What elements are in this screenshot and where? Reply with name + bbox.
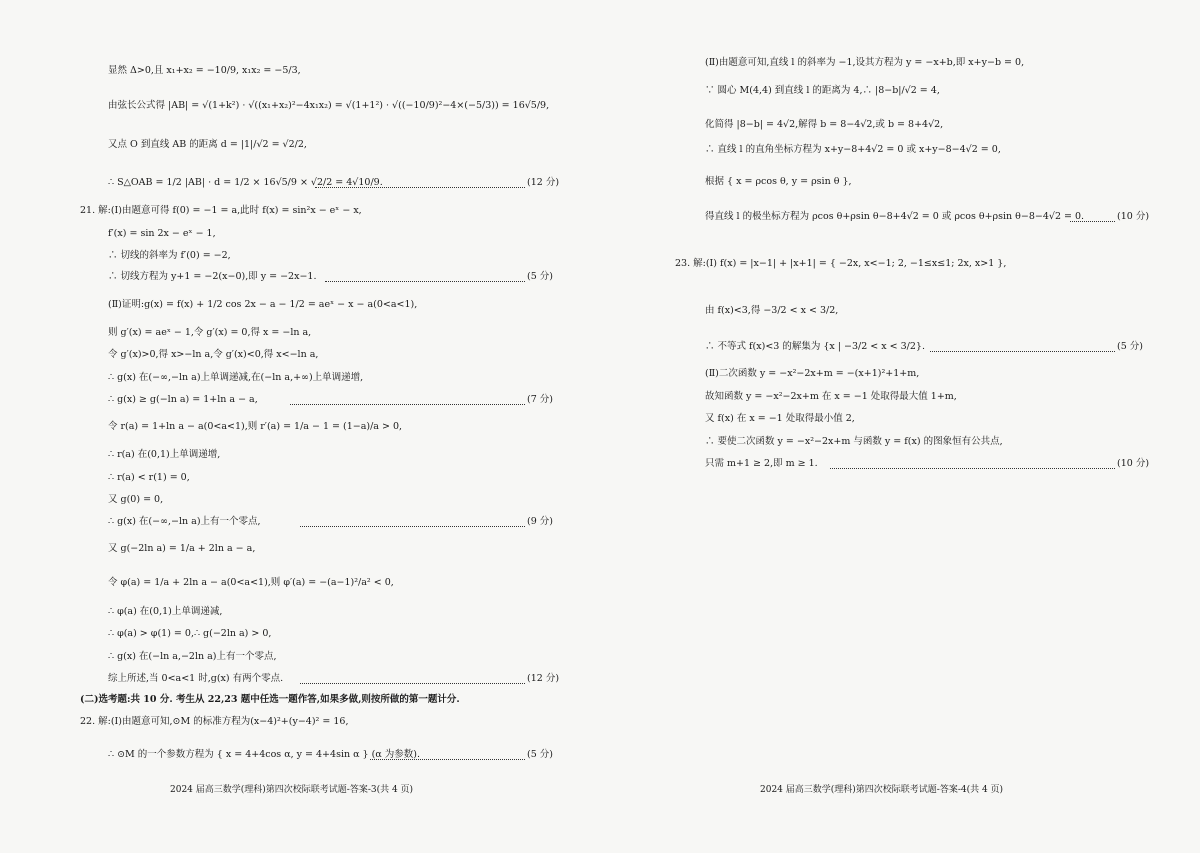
dot-leader	[370, 759, 525, 760]
dot-leader	[315, 187, 525, 188]
dot-leader	[930, 351, 1115, 352]
solution-line: ∴ 切线方程为 y+1 = −2(x−0),即 y = −2x−1.	[108, 271, 317, 282]
score-mark: (12 分)	[527, 177, 560, 188]
score-mark: (5 分)	[527, 271, 553, 282]
solution-line: (Ⅱ)由题意可知,直线 l 的斜率为 −1,设其方程为 y = −x+b,即 x+y−b = 0,	[705, 57, 1025, 68]
solution-line: f′(x) = sin 2x − eˣ − 1,	[108, 228, 216, 239]
score-mark: (10 分)	[1117, 211, 1150, 222]
solution-line: ∴ φ(a) > φ(1) = 0,∴ g(−2ln a) > 0,	[108, 628, 272, 639]
solution-line: ∴ r(a) < r(1) = 0,	[108, 472, 190, 483]
solution-line: ∴ g(x) 在(−ln a,−2ln a)上有一个零点,	[108, 651, 277, 662]
solution-line: ∵ 圆心 M(4,4) 到直线 l 的距离为 4,∴ |8−b|/√2 = 4,	[705, 85, 940, 96]
score-mark: (10 分)	[1117, 458, 1150, 469]
solution-line: ∴ g(x) 在(−∞,−ln a)上单调递减,在(−ln a,+∞)上单调递增,	[108, 372, 364, 383]
solution-line: ∴ r(a) 在(0,1)上单调递增,	[108, 449, 221, 460]
solution-line: ∴ g(x) ≥ g(−ln a) = 1+ln a − a,	[108, 394, 258, 405]
solution-line: 令 φ(a) = 1/a + 2ln a − a(0<a<1),则 φ′(a) = −(a−1)²/a² < 0,	[108, 577, 394, 588]
dot-leader	[830, 468, 1115, 469]
solution-line: 22. 解:(Ⅰ)由题意可知,⊙M 的标准方程为(x−4)²+(y−4)² = 16,	[80, 716, 349, 727]
solution-line: 故知函数 y = −x²−2x+m 在 x = −1 处取得最大值 1+m,	[705, 391, 957, 402]
solution-line: 又 f(x) 在 x = −1 处取得最小值 2,	[705, 413, 855, 424]
solution-line: 又 g(−2ln a) = 1/a + 2ln a − a,	[108, 543, 256, 554]
solution-line: ∴ g(x) 在(−∞,−ln a)上有一个零点,	[108, 516, 261, 527]
solution-line: ∴ 不等式 f(x)<3 的解集为 {x | −3/2 < x < 3/2}.	[705, 341, 925, 352]
solution-line: ∴ φ(a) 在(0,1)上单调递减,	[108, 606, 223, 617]
solution-line: 23. 解:(Ⅰ) f(x) = |x−1| + |x+1| = { −2x, x<−1; 2, −1≤x≤1; 2x, x>1 },	[675, 258, 1007, 269]
solution-line: ∴ 切线的斜率为 f′(0) = −2,	[108, 250, 231, 261]
section-heading: (二)选考题:共 10 分. 考生从 22,23 题中任选一题作答,如果多做,则按所做的第一题计分.	[80, 694, 460, 705]
solution-line: ∴ ⊙M 的一个参数方程为 { x = 4+4cos α, y = 4+4sin α } (α 为参数).	[108, 749, 420, 760]
solution-line: ∴ 要使二次函数 y = −x²−2x+m 与函数 y = f(x) 的图象恒有公共点,	[705, 436, 1003, 447]
solution-line: 又点 O 到直线 AB 的距离 d = |1|/√2 = √2/2,	[108, 139, 307, 150]
score-mark: (5 分)	[527, 749, 553, 760]
solution-line: 又 g(0) = 0,	[108, 494, 164, 505]
solution-line: 令 g′(x)>0,得 x>−ln a,令 g′(x)<0,得 x<−ln a,	[108, 349, 319, 360]
solution-line: 化简得 |8−b| = 4√2,解得 b = 8−4√2,或 b = 8+4√2,	[705, 119, 944, 130]
solution-line: (Ⅱ)二次函数 y = −x²−2x+m = −(x+1)²+1+m,	[705, 368, 920, 379]
score-mark: (7 分)	[527, 394, 553, 405]
solution-line: 令 r(a) = 1+ln a − a(0<a<1),则 r′(a) = 1/a − 1 = (1−a)/a > 0,	[108, 421, 403, 432]
solution-line: ∴ 直线 l 的直角坐标方程为 x+y−8+4√2 = 0 或 x+y−8−4√2 = 0,	[705, 144, 1001, 155]
right-page	[600, 0, 1200, 853]
score-mark: (5 分)	[1117, 341, 1143, 352]
dot-leader	[290, 404, 525, 405]
solution-line: (Ⅱ)证明:g(x) = f(x) + 1/2 cos 2x − a − 1/2 = aeˣ − x − a(0<a<1),	[108, 299, 418, 310]
solution-line: 综上所述,当 0<a<1 时,g(x) 有两个零点.	[108, 673, 284, 684]
dot-leader	[300, 526, 525, 527]
solution-line: 得直线 l 的极坐标方程为 ρcos θ+ρsin θ−8+4√2 = 0 或 ρcos θ+ρsin θ−8−4√2 = 0.	[705, 211, 1085, 222]
solution-line: 21. 解:(Ⅰ)由题意可得 f(0) = −1 = a,此时 f(x) = sin²x − eˣ − x,	[80, 205, 362, 216]
solution-line: 只需 m+1 ≥ 2,即 m ≥ 1.	[705, 458, 818, 469]
dot-leader	[1070, 221, 1115, 222]
solution-line: 显然 Δ>0,且 x₁+x₂ = −10/9, x₁x₂ = −5/3,	[108, 65, 301, 76]
score-mark: (9 分)	[527, 516, 553, 527]
page-footer: 2024 届高三数学(理科)第四次校际联考试题-答案-3(共 4 页)	[170, 785, 414, 795]
solution-line: 则 g′(x) = aeˣ − 1,令 g′(x) = 0,得 x = −ln a,	[108, 327, 312, 338]
page-footer: 2024 届高三数学(理科)第四次校际联考试题-答案-4(共 4 页)	[760, 785, 1004, 795]
score-mark: (12 分)	[527, 673, 560, 684]
dot-leader	[300, 683, 525, 684]
solution-line: 由 f(x)<3,得 −3/2 < x < 3/2,	[705, 305, 839, 316]
solution-line: 由弦长公式得 |AB| = √(1+k²) · √((x₁+x₂)²−4x₁x₂) = √(1+1²) · √((−10/9)²−4×(−5/3)) = 16√5/9,	[108, 100, 550, 111]
solution-line: 根据 { x = ρcos θ, y = ρsin θ },	[705, 176, 852, 187]
solution-line: ∴ S△OAB = 1/2 |AB| · d = 1/2 × 16√5/9 × √2/2 = 4√10/9.	[108, 177, 383, 188]
dot-leader	[325, 281, 525, 282]
